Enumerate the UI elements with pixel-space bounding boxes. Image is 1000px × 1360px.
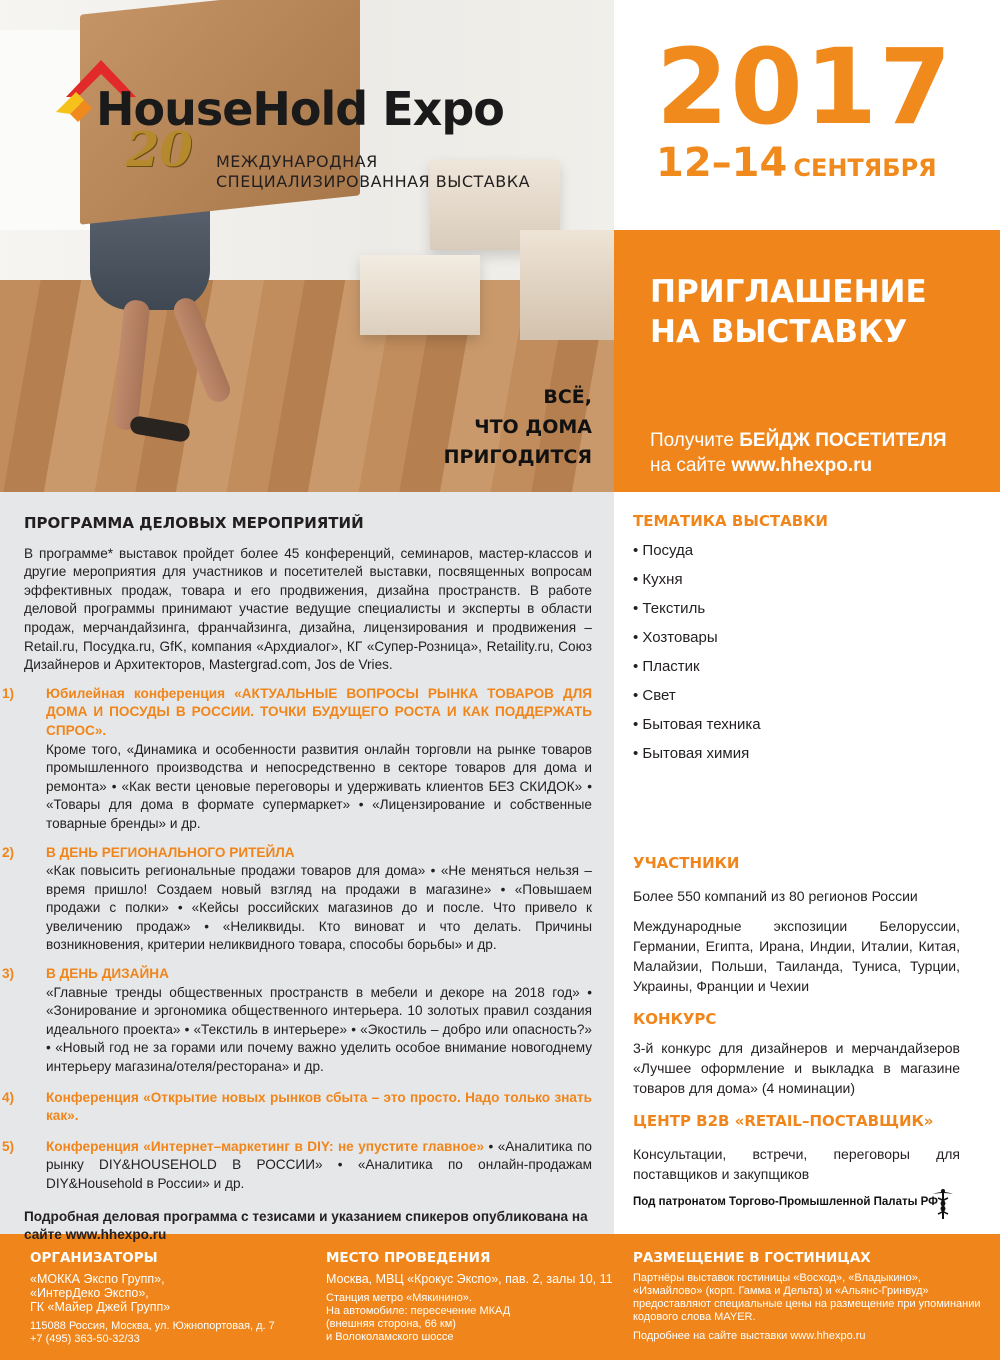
program-item-1: 1) Юбилейная конференция «АКТУАЛЬНЫЕ ВОПРОСЫ РЫНКА ТОВАРОВ ДЛЯ ДОМА И ПОСУДЫ В РОССИИ. ТОЧКИ БУДУЩЕГО РОСТА И КАК ПОДДЕРЖАТЬ СПРОС». Кроме того, «Динамика и особенности развития онлайн торговли на рынке товаров промышленного производства и непосредственно в секторе товаров для дома и ремонта» • «Как вести ценовые переговоры и удерживать клиентов БЕЗ СКИДОК» • «Товары для дома в формате супермаркет» • «Лицензирование и собственные товарные бренды» и др. (2, 685, 592, 831)
program-footer-note: Подробная деловая программа с тезисами и указанием спикеров опубликована на сайте www.hhexpo.ru (24, 1208, 588, 1243)
topics-list (633, 536, 960, 768)
logo-subtitle: МЕЖДУНАРОДНАЯ СПЕЦИАЛИЗИРОВАННАЯ ВЫСТАВКА (216, 152, 531, 191)
list-item: • Пластик (633, 652, 960, 681)
event-days: 12–14 (656, 140, 788, 186)
list-item: • Хозтовары (633, 623, 960, 652)
program-item-4: 4) Конференция «Открытие новых рынков сбыта – это просто. Надо только знать как». (2, 1089, 592, 1124)
contest-text: 3-й конкурс для дизайнеров и мерчандайзеров «Лучшее оформление и выкладка в магазине товаров для дома» (4 номинации) (633, 1040, 960, 1096)
footer-venue: МЕСТО ПРОВЕДЕНИЯ Москва, МВЦ «Крокус Экспо», пав. 2, залы 10, 11 Станция метро «Мякинино». На автомобиле: пересечение МКАД (внешняя сторона, 66 км) и Волоколамского шоссе (326, 1252, 616, 1344)
event-year: 2017 (656, 26, 954, 148)
footer-organizers: ОРГАНИЗАТОРЫ «МОККА Экспо Групп», «ИнтерДеко Экспо», ГК «Майер Джей Групп» 115088 Россия, Москва, ул. Южнопортовая, д. 7 +7 (495) 363-50-32/33 (30, 1252, 310, 1346)
list-item: • Текстиль (633, 594, 960, 623)
participants-count: Более 550 компаний из 80 регионов России (633, 888, 918, 904)
program-item-5: 5) Конференция «Интернет–маркетинг в DIY: не упустите главное» • «Аналитика по рынку DIY&HOUSEHOLD В РОССИИ» • «Аналитика по онлайн-продажам DIY&Household в России» и др. (2, 1138, 592, 1191)
patron-note: Под патронатом Торгово-Промышленной Палаты РФ (633, 1196, 938, 1208)
list-item: • Бытовая химия (633, 739, 960, 768)
hotels-site-link[interactable]: Подробнее на сайте выставки www.hhexpo.ru (633, 1330, 866, 1342)
contest-title: КОНКУРС (633, 1010, 717, 1028)
exhibition-logo (56, 52, 616, 202)
program-item-2: 2) В ДЕНЬ РЕГИОНАЛЬНОГО РИТЕЙЛА «Как повысить региональные продажи товаров для дома» • «Не меняться нельзя – время пришло! Создаем новый взгляд на продажи в магазине» • «Повышаем продажи с полки» • «Кейсы российских магазинов до и после. Что привело к увеличению продаж» • «Неликвиды. Кто виноват и что делать. Причины возникновения, критерии неликвидного товара, способы борьбы» и др. (2, 844, 592, 953)
event-month: СЕНТЯБРЯ (793, 154, 937, 182)
anniversary-number: 20 (126, 122, 193, 178)
topics-title: ТЕМАТИКА ВЫСТАВКИ (633, 512, 828, 530)
venue-title: МЕСТО ПРОВЕДЕНИЯ (326, 1250, 491, 1266)
logo-title: HouseHold Expo (96, 82, 504, 136)
footer-hotels: РАЗМЕЩЕНИЕ В ГОСТИНИЦАХ Партнёры выставок гостиницы «Восход», «Владыкино», «Измайлово» (корп. Гамма и Дельта) и «Альянс-Гринвуд» предоставляют специальные цены на размещение при упоминании кодового слова MAYER. Подробнее на сайте выставки www.hhexpo.ru (633, 1252, 988, 1343)
list-item: • Бытовая техника (633, 710, 960, 739)
participants-title: УЧАСТНИКИ (633, 854, 740, 872)
b2b-text: Консультации, встречи, переговоры для поставщиков и закупщиков (633, 1146, 960, 1182)
organizers-title: ОРГАНИЗАТОРЫ (30, 1250, 158, 1266)
site-link[interactable]: www.hhexpo.ru (731, 455, 873, 476)
list-item: • Кухня (633, 565, 960, 594)
list-item: • Свет (633, 681, 960, 710)
caduceus-icon (930, 1188, 956, 1220)
list-item: • Посуда (633, 536, 960, 565)
participants-countries: Международные экспозиции Белоруссии, Германии, Египта, Ирана, Индии, Италии, Китая, Малайзии, Польши, Таиланда, Туниса, Турции, Украины, Франции и Чехии (633, 918, 960, 994)
invitation-panel (614, 230, 1000, 492)
slogan: ВСЁ, ЧТО ДОМА ПРИГОДИТСЯ (443, 386, 592, 468)
program-title: ПРОГРАММА ДЕЛОВЫХ МЕРОПРИЯТИЙ (24, 514, 364, 532)
program-intro: В программе* выставок пройдет более 45 конференций, семинаров, мастер-классов и другие мероприятия для участников и посетителей выставки, посвященных вопросам эффективных продаж, товара и его продвижения, дизайна пространств. В работе деловой программы принимают участие ведущие специалисты и эксперты в области продаж, мерчандайзинга, франчайзинга, дизайна, лицензирования и продвижения – Retail.ru, Посудка.ru, GfK, компания «Архдиалог», КГ «Супер-Розница», Retaility.ru, Союз Дизайнеров и Архитекторов, Mastergrad.com, Jos de Vries. (24, 545, 592, 673)
exhibition-info (633, 512, 960, 1184)
business-program (2, 514, 592, 1245)
b2b-title: ЦЕНТР B2B «RETAIL–ПОСТАВЩИК» (633, 1112, 934, 1130)
event-dates (656, 140, 937, 186)
program-item-3: 3) В ДЕНЬ ДИЗАЙНА «Главные тренды общественных пространств в мебели и декоре на 2018 год» • «Зонирование и эргономика общественного интерьера. 10 золотых правил создания идеального проекта» • «Текстиль в интерьере» • «Экостиль – добро или опасность?» • «Новый год не за горами или почему важно уделить особое внимание новогоднему интерьеру магазина/отеля/ресторана» и др. (2, 966, 592, 1075)
invitation-title: ПРИГЛАШЕНИЕ НА ВЫСТАВКУ (650, 274, 927, 350)
badge-info: Получите БЕЙДЖ ПОСЕТИТЕЛЯ на сайте www.hhexpo.ru (650, 430, 947, 476)
hotels-title: РАЗМЕЩЕНИЕ В ГОСТИНИЦАХ (633, 1250, 871, 1266)
